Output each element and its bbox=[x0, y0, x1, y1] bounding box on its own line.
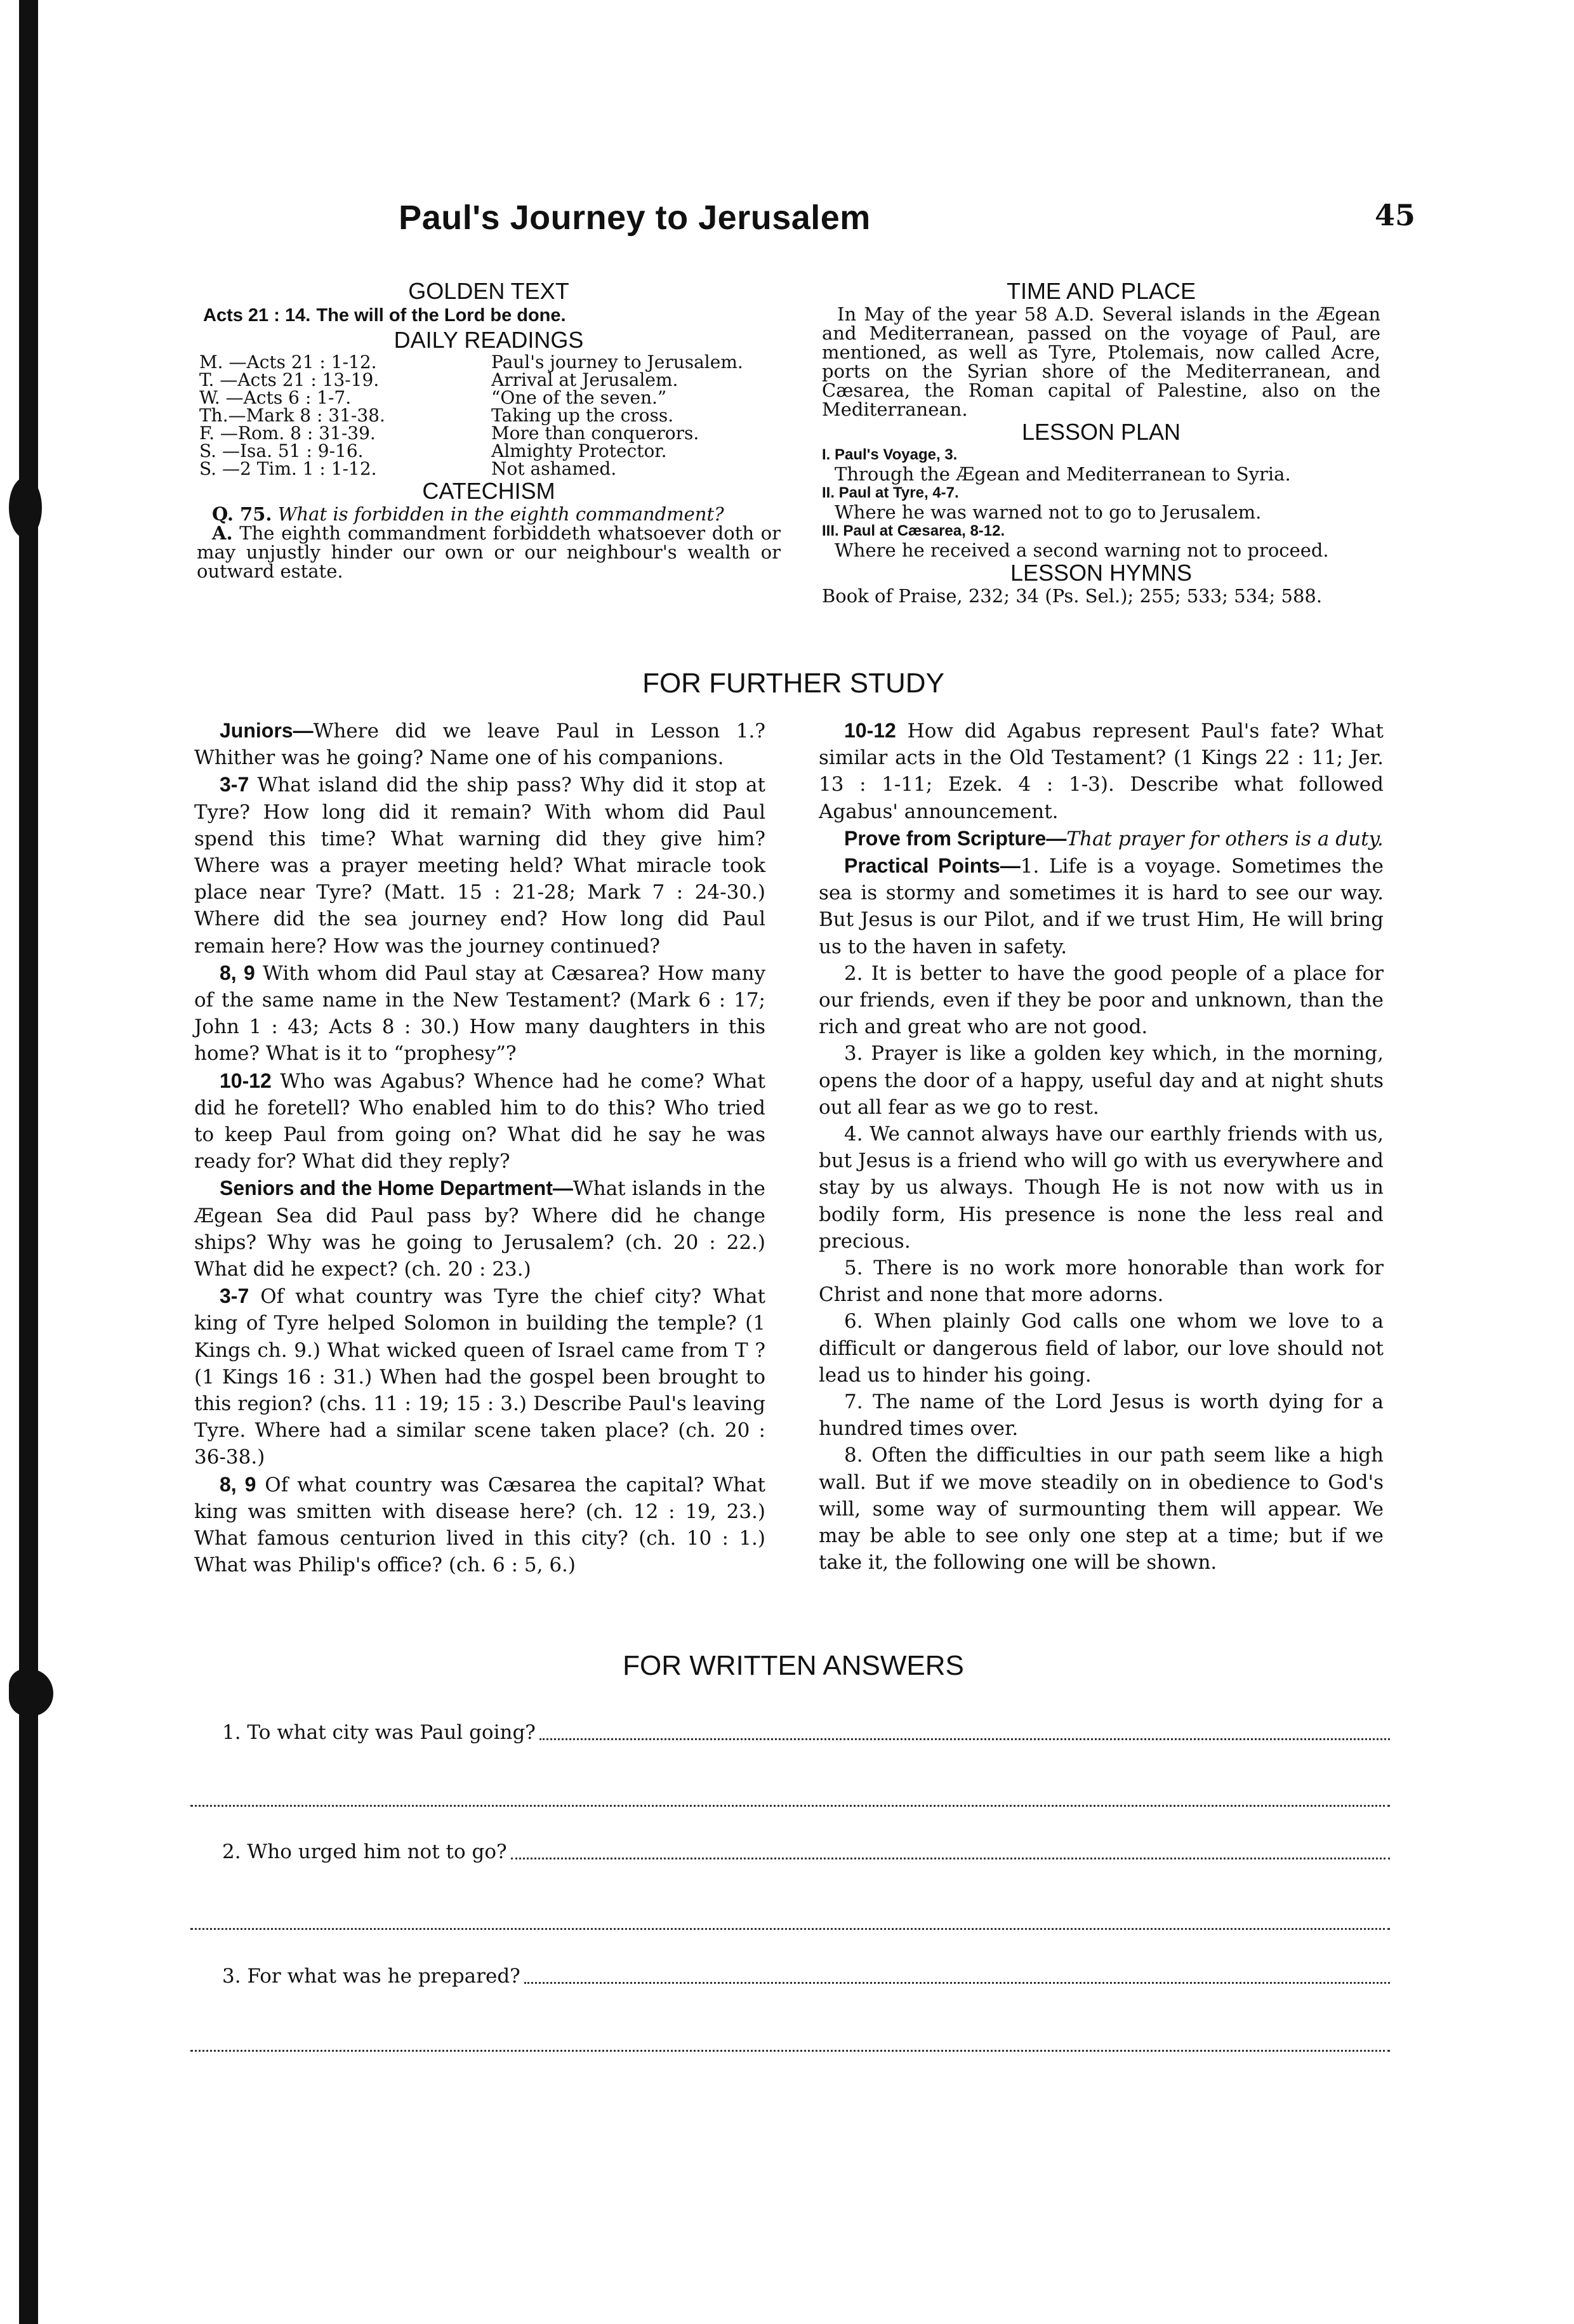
catechism-question bbox=[197, 505, 781, 524]
reading-ref: S. —2 Tim. 1 : 1-12. bbox=[199, 458, 377, 479]
reading-ref: T. —Acts 21 : 13-19. bbox=[199, 369, 380, 390]
lesson-hymns-text: Book of Praise, 232; 34 (Ps. Sel.); 255; 533; 534; 588. bbox=[822, 585, 1323, 607]
study-label: Practical Points— bbox=[844, 854, 1021, 878]
further-study-heading: FOR FURTHER STUDY bbox=[642, 668, 944, 699]
binding-mark bbox=[9, 1669, 53, 1716]
page-spine-shadow bbox=[19, 0, 38, 2324]
further-study-right-column bbox=[819, 717, 1384, 1576]
study-paragraph bbox=[194, 1175, 765, 1283]
page-number: 45 bbox=[1374, 198, 1415, 232]
study-text: Who was Agabus? Whence had he come? What did he foretell? Who enabled him to do this? Who tried to keep Paul from going on? What did he say he was ready for? What did they reply? bbox=[194, 1069, 765, 1173]
written-question: 1. To what city was Paul going? bbox=[222, 1721, 536, 1744]
catechism-heading: CATECHISM bbox=[422, 477, 555, 504]
lesson-hymns-heading: LESSON HYMNS bbox=[1010, 560, 1193, 586]
study-text: 1. Life is a voyage. Sometimes the sea is stormy and sometimes it is hard to see our way. But Jesus is our Pilot, and if we trust Him, He will bring us to the haven in safety. bbox=[819, 855, 1384, 958]
study-paragraph bbox=[819, 1389, 1384, 1442]
study-text: That prayer for others is a duty. bbox=[1066, 827, 1384, 850]
study-label: Juniors— bbox=[220, 719, 314, 742]
lesson-plan-item bbox=[822, 522, 1380, 560]
reading-ref: F. —Rom. 8 : 31-39. bbox=[199, 422, 376, 444]
reading-row bbox=[197, 389, 768, 407]
study-text: Where did we leave Paul in Lesson 1.? Whither was he going? Name one of his companions. bbox=[194, 720, 765, 770]
study-text: 5. There is no work more honorable than work for Christ and none that more adorns. bbox=[819, 1257, 1384, 1307]
left-info-column bbox=[197, 278, 781, 581]
reading-ref: M. —Acts 21 : 1-12. bbox=[199, 351, 377, 373]
study-paragraph bbox=[819, 1308, 1384, 1389]
study-paragraph bbox=[194, 960, 765, 1067]
written-answers-heading: FOR WRITTEN ANSWERS bbox=[623, 1650, 964, 1681]
study-text: What islands in the Ægean Sea did Paul pass by? Where did he change ships? Why was he going to Jerusalem? (ch. 20 : 22.) What did he expect? (ch. 20 : 23.) bbox=[194, 1177, 766, 1281]
lesson-plan-text: Where he was warned not to go to Jerusalem. bbox=[835, 501, 1262, 523]
reading-ref: W. —Acts 6 : 1-7. bbox=[199, 386, 352, 408]
lesson-plan-label: I. Paul's Voyage, 3. bbox=[822, 446, 958, 463]
answer-dotted-line[interactable] bbox=[539, 1724, 1390, 1740]
study-text: 7. The name of the Lord Jesus is worth dying for a hundred times over. bbox=[819, 1390, 1384, 1441]
reading-row bbox=[197, 407, 768, 425]
daily-readings-table bbox=[197, 353, 768, 478]
written-question: 3. For what was he prepared? bbox=[222, 1965, 520, 1988]
answer-dotted-line[interactable] bbox=[524, 1968, 1390, 1984]
lesson-plan-item bbox=[822, 484, 1380, 522]
study-text: What island did the ship pass? Why did it stop at Tyre? How long did it remain? With whom did Paul spend this time? What warning did they give him? Where was a prayer meeting held? What miracle took place near Tyre? (Matt. 15 : 21-28; Mark 7 : 24-30.) Where did the sea journey end? How long did Paul remain here? How was the journey continued? bbox=[194, 774, 765, 958]
study-label: 8, 9 bbox=[220, 961, 255, 984]
study-text: 2. It is better to have the good people of a place for our friends, even if they be poor and unknown, than the rich and great who are not good. bbox=[819, 961, 1384, 1039]
written-question: 2. Who urged him not to go? bbox=[222, 1840, 507, 1863]
study-paragraph bbox=[819, 825, 1384, 852]
study-paragraph bbox=[194, 717, 765, 771]
study-text: 8. Often the difficulties in our path seem like a high wall. But if we move steadily on in obedience to God's will, some way of surmounting them will appear. We may be able to see only one step at a time; but if we take it, the following one will be shown. bbox=[819, 1444, 1384, 1575]
binding-mark bbox=[9, 477, 42, 538]
study-text: 6. When plainly God calls one whom we love to a difficult or dangerous field of labor, our love should not lead us to hinder his going. bbox=[819, 1310, 1384, 1387]
reading-row bbox=[197, 353, 768, 371]
further-study-left-column bbox=[194, 717, 765, 1579]
reading-title: More than conquerors. bbox=[491, 422, 699, 444]
study-label: 3-7 bbox=[220, 773, 249, 796]
golden-text bbox=[197, 305, 781, 327]
study-text: How did Agabus represent Paul's fate? What similar acts in the Old Testament? (1 Kings 22 : 11; Jer. 13 : 1-11; Ezek. 4 : 1-3). Describe what followed Agabus' announcement. bbox=[819, 720, 1384, 823]
study-label: 10-12 bbox=[844, 719, 896, 742]
study-paragraph bbox=[819, 1121, 1384, 1255]
lesson-plan-item bbox=[822, 446, 1380, 484]
right-info-column bbox=[822, 278, 1380, 605]
reading-title: Arrival at Jerusalem. bbox=[491, 369, 678, 390]
catechism-a-label: A. bbox=[212, 522, 233, 544]
study-paragraph bbox=[194, 1067, 765, 1175]
lesson-plan-label: II. Paul at Tyre, 4-7. bbox=[822, 484, 959, 501]
catechism-question-text: What is forbidden in the eighth commandment? bbox=[277, 503, 724, 525]
answer-dotted-line[interactable] bbox=[190, 1927, 1390, 1930]
study-paragraph bbox=[819, 960, 1384, 1041]
golden-text-heading: GOLDEN TEXT bbox=[408, 278, 569, 304]
reading-row bbox=[197, 425, 768, 442]
study-paragraph bbox=[194, 1471, 765, 1579]
study-text: 3. Prayer is like a golden key which, in the morning, opens the door of a happy, useful day and at night shuts out all fear as we go to rest. bbox=[819, 1042, 1384, 1119]
time-and-place-text: In May of the year 58 A.D. Several islands in the Ægean and Mediterranean, passed on the voyage of Paul, are mentioned, as well as Tyre, Ptolemais, now called Acre, ports on the Syrian shore of the Mediterranean, and Cæsarea, the Roman capital of Palestine, also on the Mediterranean. bbox=[822, 303, 1380, 420]
reading-title: Not ashamed. bbox=[491, 458, 617, 479]
study-paragraph bbox=[819, 852, 1384, 960]
answer-dotted-line[interactable] bbox=[511, 1844, 1390, 1859]
catechism-q-label: Q. 75. bbox=[212, 503, 272, 525]
daily-readings-heading: DAILY READINGS bbox=[394, 326, 584, 353]
reading-ref: Th.—Mark 8 : 31-38. bbox=[199, 404, 385, 426]
study-label: 8, 9 bbox=[220, 1472, 256, 1496]
answer-dotted-line[interactable] bbox=[190, 2049, 1390, 2052]
lesson-plan-heading: LESSON PLAN bbox=[1021, 419, 1181, 445]
study-paragraph bbox=[819, 1040, 1384, 1121]
reading-ref: S. —Isa. 51 : 9-16. bbox=[199, 440, 364, 461]
study-text: Of what country was Tyre the chief city? What king of Tyre helped Solomon in building the temple? (1 Kings ch. 9.) What wicked queen of Israel came from T ? (1 Kings 16 : 31.) When had the gospel been brought to this region? (chs. 11 : 19; 15 : 3.) Describe Paul's leaving Tyre. Where had a similar scene taken place? (ch. 20 : 36-38.) bbox=[194, 1285, 765, 1469]
reading-title: “One of the seven.” bbox=[491, 386, 667, 408]
lesson-plan-text: Where he received a second warning not to proceed. bbox=[835, 539, 1329, 561]
study-text: With whom did Paul stay at Cæsarea? How many of the same name in the New Testament? (Mark 6 : 17; John 1 : 43; Acts 8 : 30.) How many daughters in this home? What is it to “prophesy”? bbox=[194, 961, 765, 1066]
reading-title: Taking up the cross. bbox=[491, 404, 674, 426]
study-paragraph bbox=[819, 1255, 1384, 1308]
page-title: Paul's Journey to Jerusalem bbox=[399, 199, 871, 237]
study-text: Of what country was Cæsarea the capital? What king was smitten with disease here? (ch. 12 : 19, 23.) What famous centurion lived in this city? (ch. 10 : 1.) What was Philip's office? (ch. 6 : 5, 6.) bbox=[194, 1473, 765, 1577]
study-text: 4. We cannot always have our earthly friends with us, but Jesus is a friend who will go with us everywhere and stay by us always. Though He is not now with us in bodily form, His presence is none the less real and precious. bbox=[819, 1123, 1384, 1253]
study-paragraph bbox=[194, 771, 765, 959]
study-label: 3-7 bbox=[220, 1284, 249, 1308]
study-label: 10-12 bbox=[220, 1069, 272, 1092]
time-and-place-heading: TIME AND PLACE bbox=[1006, 278, 1196, 304]
catechism-answer-text: The eighth commandment forbiddeth whatsoever doth or may unjustly hinder our own or our neighbour's wealth or outward estate. bbox=[197, 522, 781, 582]
study-paragraph bbox=[194, 1283, 765, 1470]
lesson-plan-text: Through the Ægean and Mediterranean to Syria. bbox=[835, 463, 1291, 485]
study-label: Prove from Scripture— bbox=[844, 826, 1067, 850]
answer-dotted-line[interactable] bbox=[190, 1804, 1390, 1807]
lesson-plan-label: III. Paul at Cæsarea, 8-12. bbox=[822, 522, 1005, 539]
catechism-answer bbox=[197, 524, 781, 581]
reading-row bbox=[197, 442, 768, 460]
study-paragraph bbox=[819, 1442, 1384, 1576]
study-paragraph bbox=[819, 717, 1384, 825]
reading-title: Paul's journey to Jerusalem. bbox=[491, 351, 743, 373]
study-label: Seniors and the Home Department— bbox=[220, 1177, 573, 1200]
written-question-row[interactable] bbox=[222, 1840, 1390, 1863]
written-question-row[interactable] bbox=[222, 1721, 1390, 1744]
reading-row bbox=[197, 371, 768, 389]
reading-title: Almighty Protector. bbox=[491, 440, 667, 461]
golden-text-body: The will of the Lord be done. bbox=[316, 305, 566, 326]
reading-row bbox=[197, 460, 768, 478]
golden-text-reference: Acts 21 : 14. bbox=[203, 305, 311, 326]
written-question-row[interactable] bbox=[222, 1965, 1390, 1988]
